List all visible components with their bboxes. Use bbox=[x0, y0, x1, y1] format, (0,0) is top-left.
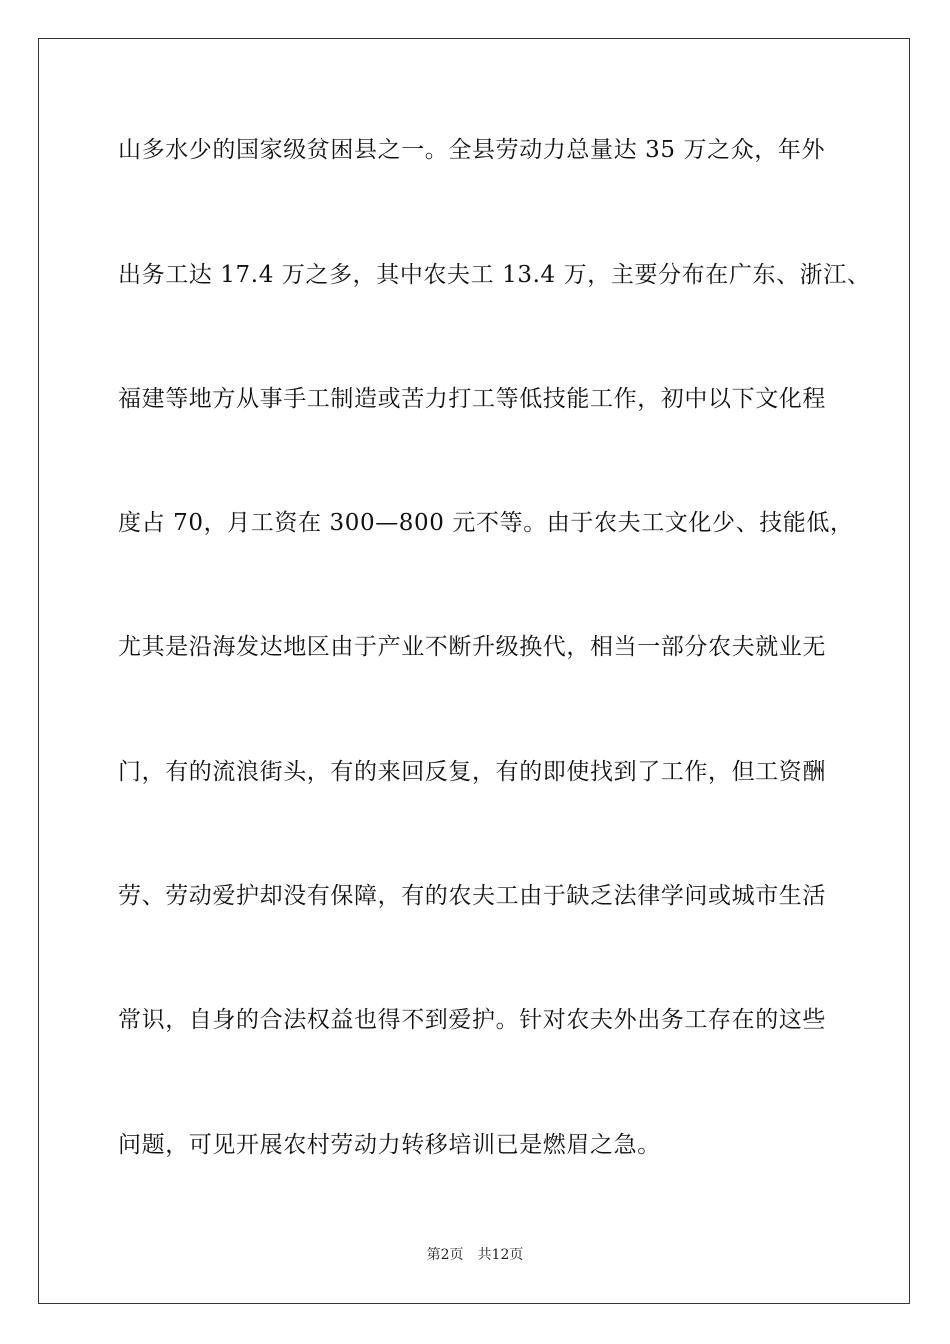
text-line: 劳、劳动爱护却没有保障，有的农夫工由于缺乏法律学问或城市生活 bbox=[118, 883, 826, 909]
text-line: 度占 70，月工资在 300—800 元不等。由于农夫工文化少、技能低， bbox=[118, 510, 854, 536]
text-line: 福建等地方从事手工制造或苦力打工等低技能工作，初中以下文化程 bbox=[118, 386, 826, 412]
page-border bbox=[38, 38, 910, 1304]
text-line: 问题，可见开展农村劳动力转移培训已是燃眉之急。 bbox=[118, 1132, 661, 1158]
text-line: 出务工达 17.4 万之多，其中农夫工 13.4 万，主要分布在广东、浙江、 bbox=[118, 262, 871, 288]
page-footer bbox=[0, 1246, 950, 1264]
text-line: 尤其是沿海发达地区由于产业不断升级换代，相当一部分农夫就业无 bbox=[118, 634, 826, 660]
page-total: 共12页 bbox=[477, 1247, 524, 1263]
text-line: 常识，自身的合法权益也得不到爱护。针对农夫外出务工存在的这些 bbox=[118, 1007, 826, 1033]
page-number: 第2页 bbox=[426, 1247, 464, 1263]
text-line: 门，有的流浪街头，有的来回反复，有的即使找到了工作，但工资酬 bbox=[118, 759, 826, 785]
text-line: 山多水少的国家级贫困县之一。全县劳动力总量达 35 万之众，年外 bbox=[118, 137, 826, 163]
